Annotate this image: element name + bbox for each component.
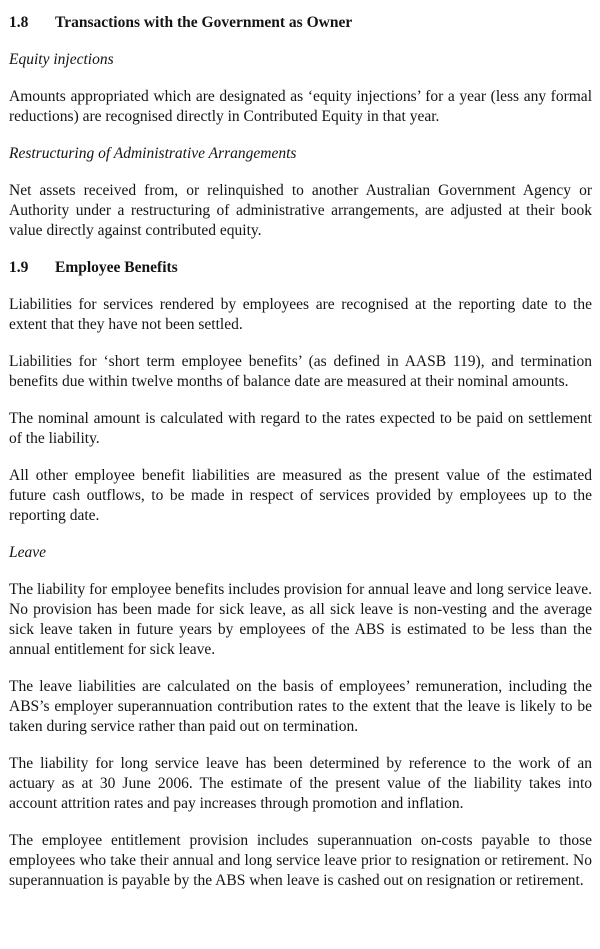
subheading-leave: Leave (9, 544, 47, 561)
paragraph: Amounts appropriated which are designated as ‘equity injections’ for a year (less any formal reductions) are recognised directly in Contributed Equity in that year. (9, 88, 592, 125)
paragraph: The liability for employee benefits includes provision for annual leave and long service leave. No provision has been made for sick leave, as all sick leave is non-vesting and the average sick leave taken in future years by employees of the ABS is estimated to be less than the annual entitlement for sick leave. (9, 581, 592, 658)
paragraph: The nominal amount is calculated with regard to the rates expected to be paid on settlement of the liability. (9, 410, 592, 447)
paragraph: The liability for long service leave has been determined by reference to the work of an actuary as at 30 June 2006. The estimate of the present value of the liability takes into account attrition rates and pay increases through promotion and inflation. (9, 755, 592, 812)
paragraph: Liabilities for ‘short term employee benefits’ (as defined in AASB 119), and termination benefits due within twelve months of balance date are measured at their nominal amounts. (9, 353, 592, 390)
section-heading-1-9 (9, 258, 592, 278)
paragraph: The employee entitlement provision includes superannuation on-costs payable to those employees who take their annual and long service leave prior to resignation or retirement. No superannuation is payable by the ABS when leave is cashed out on resignation or retirement. (9, 832, 592, 889)
paragraph: The leave liabilities are calculated on the basis of employees’ remuneration, including the ABS’s employer superannuation contribution rates to the extent that the leave is likely to be taken during service rather than paid out on termination. (9, 678, 592, 735)
subheading-restructuring: Restructuring of Administrative Arrangements (9, 145, 297, 162)
section-title: Transactions with the Government as Owner (55, 14, 353, 31)
section-number: 1.9 (9, 259, 29, 276)
subheading-equity-injections: Equity injections (9, 51, 114, 68)
paragraph: Liabilities for services rendered by employees are recognised at the reporting date to the extent that they have not been settled. (9, 296, 592, 333)
paragraph: Net assets received from, or relinquished to another Australian Government Agency or Authority under a restructuring of administrative arrangements, are adjusted at their book value directly against contributed equity. (9, 182, 592, 239)
section-number: 1.8 (9, 14, 29, 31)
section-heading-1-8 (9, 13, 592, 33)
section-title: Employee Benefits (55, 259, 178, 276)
paragraph: All other employee benefit liabilities are measured as the present value of the estimated future cash outflows, to be made in respect of services provided by employees up to the reporting date. (9, 467, 592, 524)
